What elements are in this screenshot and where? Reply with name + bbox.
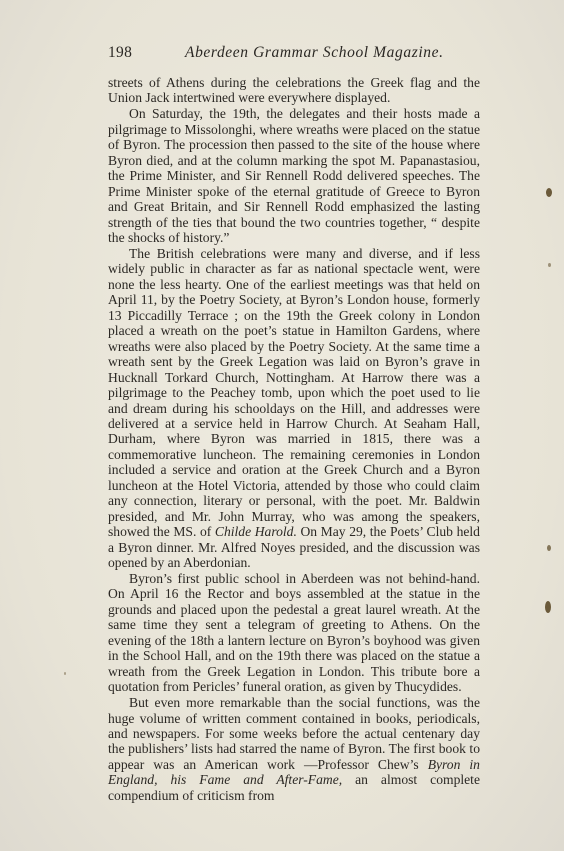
paragraph-text: But even more remarkable than the social functions, was the huge volume of written comment contained in books, periodicals, and newspapers. For some weeks before the actual centenary day the publishers’ lists had starred the name of Byron. The first book to appear was an American work —Professor Chew’s	[108, 695, 480, 772]
paper-blemish	[546, 188, 552, 197]
paragraph-written-comment	[108, 695, 480, 803]
article-body	[108, 75, 480, 803]
paragraph-text: an almost complete compendium of criticism from	[108, 772, 480, 803]
paper-blemish	[545, 601, 551, 613]
paragraph-british-celebrations	[108, 246, 480, 571]
book-title-byron-in-england: Byron in England, his Fame and After-Fame,	[108, 756, 480, 788]
page-number: 198	[108, 44, 133, 61]
running-title: Aberdeen Grammar School Magazine.	[185, 44, 444, 61]
paper-blemish	[547, 545, 551, 551]
book-title-childe-harold: Childe Harold.	[214, 524, 297, 540]
paragraph-continued: streets of Athens during the celebrations the Greek flag and the Union Jack intertwined were everywhere displayed.	[108, 75, 480, 106]
paper-blemish	[548, 263, 551, 267]
paragraph-aberdeen-school: Byron’s first public school in Aberdeen was not behind-hand. On April 16 the Rector and boys assembled at the statue in the grounds and placed upon the pedestal a great laurel wreath. At the same time they sent a telegram of greeting to Athens. On the evening of the 18th a lantern lecture on Byron’s boyhood was given in the School Hall, and on the 19th there was placed on the statue a wreath from the Greek Legation in London. This tribute bore a quotation from Pericles’ funeral oration, as given by Thucydides.	[108, 571, 480, 695]
paper-blemish	[64, 672, 66, 675]
paragraph-missolonghi: On Saturday, the 19th, the delegates and their hosts made a pilgrimage to Missolonghi, where wreaths were placed on the statue of Byron. The procession then passed to the site of the house where Byron died, and at the column marking the spot M. Papanastasiou, the Prime Minister, and Sir Rennell Rodd delivered speeches. The Prime Minister spoke of the eternal gratitude of Greece to Byron and Great Britain, and Sir Rennell Rodd emphasized the lasting strength of the ties that bound the two countries together, “ despite the shocks of history.”	[108, 106, 480, 246]
paragraph-text: The British celebrations were many and diverse, and if less widely public in character as far as national spectacle went, were none the less hearty. One of the earliest meetings was that held on April 11, by the Poetry Society, at Byron’s London house, formerly 13 Piccadilly Terrace ; on the 19th the Greek colony in London placed a wreath on the poet’s statue in Hamilton Gardens, where wreaths were also placed by the Poetry Society. At the same time a wreath sent by the Greek Legation was laid on Byron’s grave in Hucknall Torkard Church, Nottingham. At Harrow there was a pilgrimage to the Peachey tomb, upon which the poet used to lie and dream during his schooldays on the Hill, and addresses were delivered at a service held in Harrow Church. At Seaham Hall, Durham, where Byron was married in 1815, there was a commemorative luncheon. The remaining ceremonies in London included a service and oration at the Greek Church and a Byron luncheon at the Hotel Victoria, attended by those who could claim any connection, literary or personal, with the poet. Mr. Baldwin presided, and Mr. John Murray, who was among the speakers, showed the MS. of	[108, 245, 480, 540]
paragraph-text: On May 29, the Poets’ Club held a Byron dinner. Mr. Alfred Noyes presided, and the discussion was opened by an Aberdonian.	[108, 524, 480, 571]
